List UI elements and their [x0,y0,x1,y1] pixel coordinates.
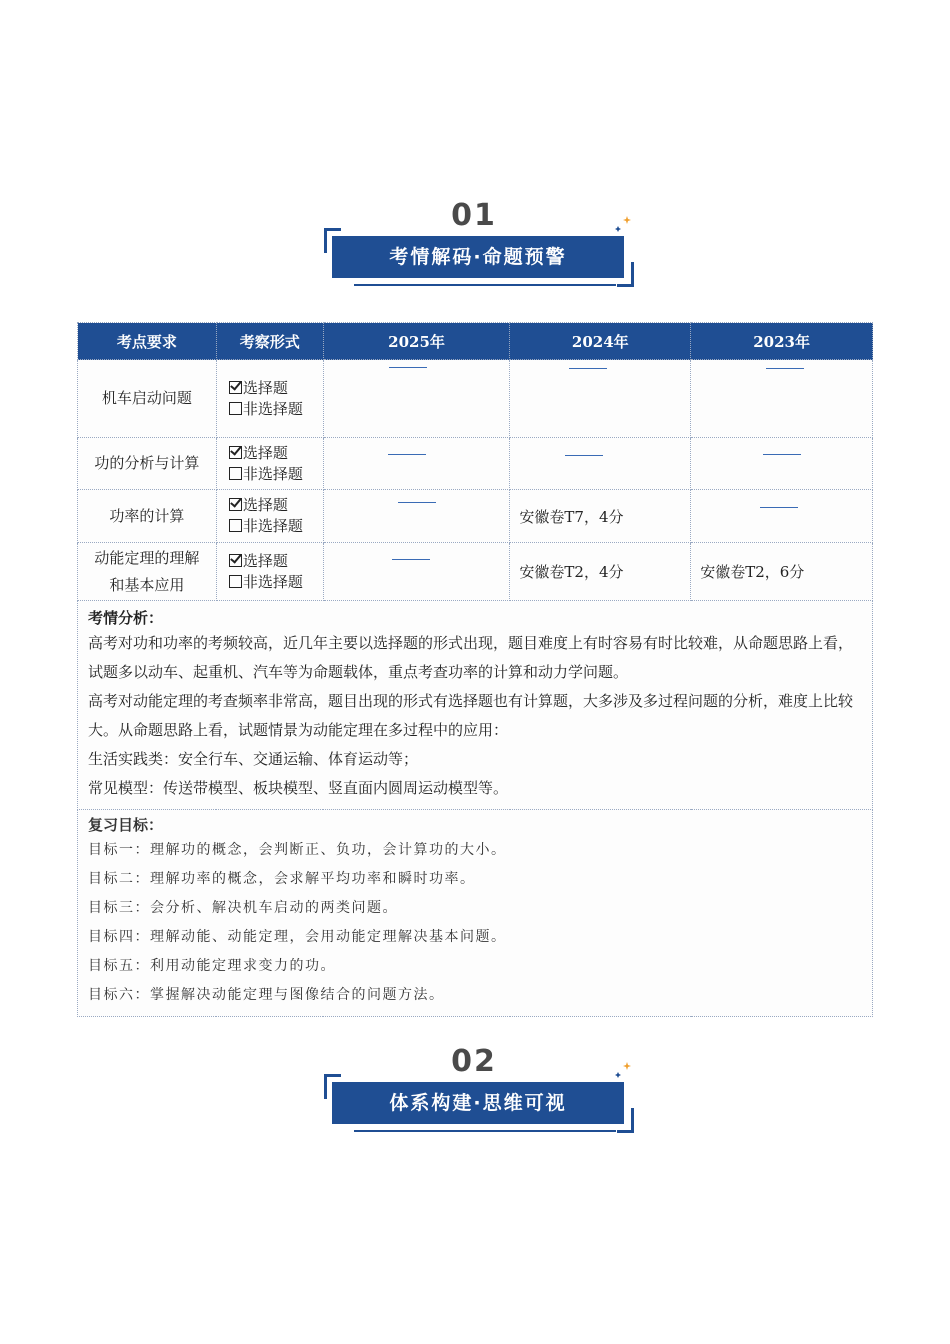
corner-bracket [617,262,634,287]
table-row [78,543,873,601]
exam-form-cell [216,360,323,438]
section-title: 体系构建·思维可视 [332,1082,624,1124]
sparkle-icon [614,214,632,232]
header-cell: 2024年 [510,323,691,360]
goals-row [78,810,873,1017]
dash-mark [389,367,427,368]
header-cell: 考察形式 [216,323,323,360]
table-row [78,360,873,438]
dash-mark [565,455,603,456]
underline-bar [354,1130,616,1132]
year-cell [691,438,873,490]
sparkle-icon [614,1060,632,1078]
section-number: 01 [451,198,497,233]
analysis-paragraph: 常见模型：传送带模型、板块模型、竖直面内圆周运动模型等。 [88,779,509,797]
header-cell: 2023年 [691,323,873,360]
checked-checkbox-icon [229,554,242,567]
corner-bracket [617,1108,634,1133]
year-cell: 安徽卷T7，4分 [510,490,691,543]
header-cell: 考点要求 [78,323,217,360]
option-label: 非选择题 [242,464,303,483]
year-cell [510,360,691,438]
option-label: 选择题 [242,496,288,514]
section-banner-02 [314,1044,634,1154]
exam-table [77,322,873,1017]
year-cell [323,543,510,601]
checked-checkbox-icon [229,498,242,511]
empty-checkbox-icon [229,402,242,415]
analysis-paragraph: 高考对动能定理的考查频率非常高，题目出现的形式有选择题也有计算题，大多涉及多过程问题的分析，难度上比较大。从命题思路上看，试题情景为动能定理在多过程中的应用： [88,692,854,739]
goal-item: 目标六：掌握解决动能定理与图像结合的问题方法。 [88,987,445,1003]
dash-mark [388,454,426,455]
year-cell [691,490,873,543]
topic-cell [78,543,217,601]
header-cell: 2025年 [323,323,510,360]
dash-mark [398,502,436,503]
topic-line: 和基本应用 [109,575,185,594]
table-row [78,438,873,490]
empty-checkbox-icon [229,467,242,480]
analysis-title: 考情分析： [88,609,164,627]
goal-item: 目标四：理解动能、动能定理，会用动能定理解决基本问题。 [88,929,507,945]
table-row [78,490,873,543]
year-cell [323,438,510,490]
section-number: 02 [451,1044,497,1079]
dash-mark [763,454,801,455]
checked-checkbox-icon [229,446,242,459]
option-label: 选择题 [242,551,288,570]
goal-item: 目标三：会分析、解决机车启动的两类问题。 [88,900,398,916]
dash-mark [766,368,804,369]
checked-checkbox-icon [229,381,242,394]
exam-form-cell [216,543,323,601]
option-label: 非选择题 [242,572,303,591]
topic-cell: 机车启动问题 [78,360,217,438]
analysis-cell [78,601,873,810]
year-cell [323,490,510,543]
exam-form-cell [216,438,323,490]
goal-item: 目标五：利用动能定理求变力的功。 [88,958,336,974]
empty-checkbox-icon [229,519,242,532]
table-header-row [78,323,873,360]
analysis-row [78,601,873,810]
year-cell [323,360,510,438]
goals-title: 复习目标： [88,816,164,834]
topic-cell: 功的分析与计算 [78,438,217,490]
option-label: 选择题 [242,443,288,462]
empty-checkbox-icon [229,575,242,588]
analysis-paragraph: 高考对功和功率的考频较高，近几年主要以选择题的形式出现，题目难度上有时容易有时比较难，从命题思路上看，试题多以动车、起重机、汽车等为命题载体，重点考查功率的计算和动力学问题。 [88,634,854,681]
topic-line: 动能定理的理解 [94,548,200,567]
underline-bar [354,284,616,286]
option-label: 非选择题 [242,517,303,535]
goal-item: 目标一：理解功的概念，会判断正、负功，会计算功的大小。 [88,842,507,858]
section-title: 考情解码·命题预警 [332,236,624,278]
section-banner-01 [314,198,634,308]
dash-mark [569,368,607,369]
dash-mark [392,559,430,560]
year-cell [691,360,873,438]
goals-cell [78,810,873,1017]
exam-form-cell [216,490,323,543]
option-label: 非选择题 [242,399,303,418]
goal-item: 目标二：理解功率的概念，会求解平均功率和瞬时功率。 [88,871,476,887]
year-cell [510,438,691,490]
year-cell: 安徽卷T2，6分 [691,543,873,601]
dash-mark [760,507,798,508]
year-cell: 安徽卷T2，4分 [510,543,691,601]
topic-cell: 功率的计算 [78,490,217,543]
analysis-paragraph: 生活实践类：安全行车、交通运输、体育运动等； [88,750,419,768]
option-label: 选择题 [242,378,288,397]
